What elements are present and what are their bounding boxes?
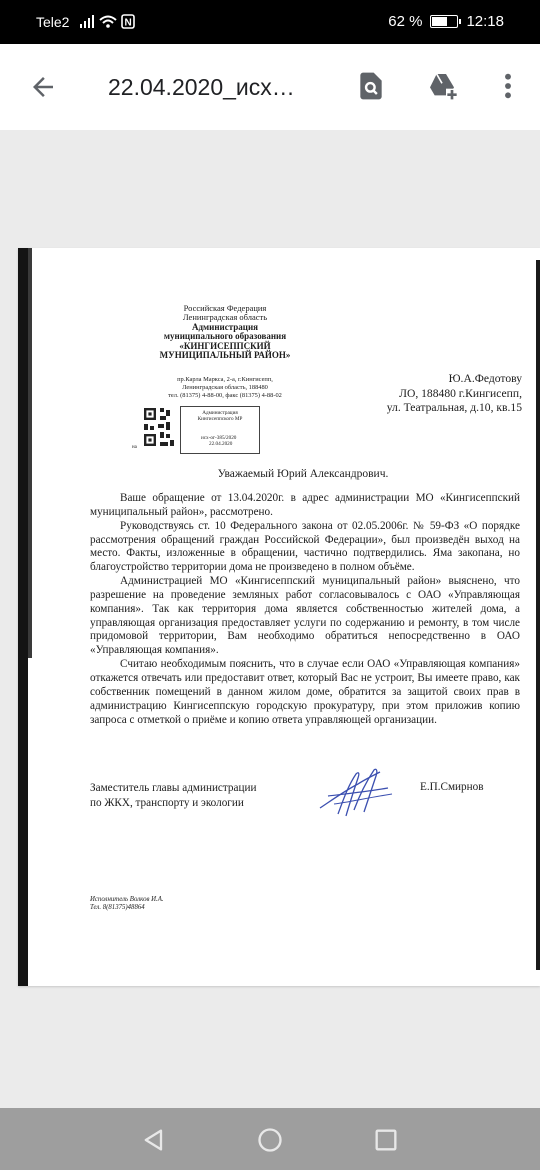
svg-text:N: N [124,17,132,29]
recipient-address: ЛО, 188480 г.Кингисепп, [399,386,522,400]
back-triangle-icon[interactable] [140,1126,168,1154]
letterhead-line: Ленинградская область [182,312,268,323]
signer-title-line: Заместитель главы администрации [90,782,257,794]
registration-stamp [180,406,260,454]
document-page [18,248,540,986]
paragraph: Ваше обращение от 13.04.2020г. в адрес администрации МО «Кингисеппский муниципальный район», рассмотрено. [90,492,520,518]
back-arrow-icon[interactable] [28,72,58,102]
add-to-drive-icon[interactable] [426,70,458,102]
paragraph: Администрацией МО «Кингисеппский муниципальный район» выяснено, что разрешение на проведение земляных работ согласовывалось с ОАО «Управляющая компания». Так как территория дома является собственностью жителей дома, а управляющая организация предоставляет услуги по содержанию и ремонту, в том числе придомовой территории, Вам необходимо обратиться непосредственно в ОАО «Управляющая компания». [90,575,520,657]
recipient-address: ул. Театральная, д.10, кв.15 [386,401,522,415]
scan-edge-left-inner [28,248,32,658]
battery-icon [430,15,458,28]
letterhead [118,304,332,360]
signer-name: Е.П.Смирнов [420,781,484,793]
more-vert-icon[interactable] [492,70,524,102]
scan-edge-left [18,248,28,986]
recents-square-icon[interactable] [372,1126,400,1154]
signer-title-line: по ЖКХ, транспорту и экологии [90,797,244,809]
handwritten-signature [310,764,400,820]
letterhead-line: муниципального образования [163,331,287,342]
recipient-name: Ю.А.Федотову [448,372,522,385]
stamp-line: Администрация [202,410,238,416]
app-bar [0,44,540,130]
home-circle-icon[interactable] [256,1126,284,1154]
address-line: тел. (81375) 4-88-00, факс (81375) 4-88-02 [168,392,282,399]
letterhead-line: «КИНГИСЕППСКИЙ [179,340,271,351]
scan-edge-right [536,260,540,970]
status-bar [0,0,540,44]
stamp-line: Кингисеппского МР [197,416,243,423]
greeting: Уважаемый Юрий Александрович. [217,468,389,480]
letterhead-line: Администрация [191,321,258,332]
letterhead-line: МУНИЦИПАЛЬНЫЙ РАЙОН» [159,350,291,361]
carrier-label: Tele2 [36,14,70,30]
signal-wifi-icons [80,12,140,30]
executor-phone: Тел. 8(81375)48864 [90,904,145,912]
recipient-block [318,372,522,416]
executor-name: Исполнитель Волков И.А. [90,896,164,903]
stamp-inbox-label: на [132,445,137,450]
signer-title [90,781,256,811]
battery-percent: 62 % [388,13,423,30]
stamp-reg-number: исх-ог-385/2020 [201,435,237,441]
sender-address [118,376,332,400]
executor-info [90,896,164,912]
letterhead-line: Российская Федерация [183,303,267,313]
document-title: 22.04.2020_исх… [108,74,295,100]
find-in-page-icon[interactable] [355,70,387,102]
address-line: пр.Карла Маркса, 2-а, г.Кингисепп, [177,376,273,383]
clock: 12:18 [466,13,504,30]
letter-body [90,492,520,727]
paragraph: Считаю необходимым пояснить, что в случае если ОАО «Управляющая компания» откажется отвечать или предоставит ответ, который Вас не устроит, Вы имеете право, как собственник помещений в данном жилом доме, обратится за защитой своих прав в администрацию Кингисеппскую городскую прокуратуру, при этом приложив копию запроса с отметкой о приёме и копию ответа управляющей организации. [90,658,520,726]
address-line: Ленинградская область, 188480 [182,384,268,391]
system-nav-bar [0,1108,540,1170]
stamp-reg-date: 22.04.2020 [209,441,233,448]
paragraph: Руководствуясь ст. 10 Федерального закона от 02.05.2006г. № 59-ФЗ «О порядке рассмотрения обращений граждан Российской Федерации», был произведён выход на место. Факты, изложенные в обращении, частично подтвердились. Яма закопана, но благоустройство территории дома не произведено в полном объёме. [90,519,520,574]
